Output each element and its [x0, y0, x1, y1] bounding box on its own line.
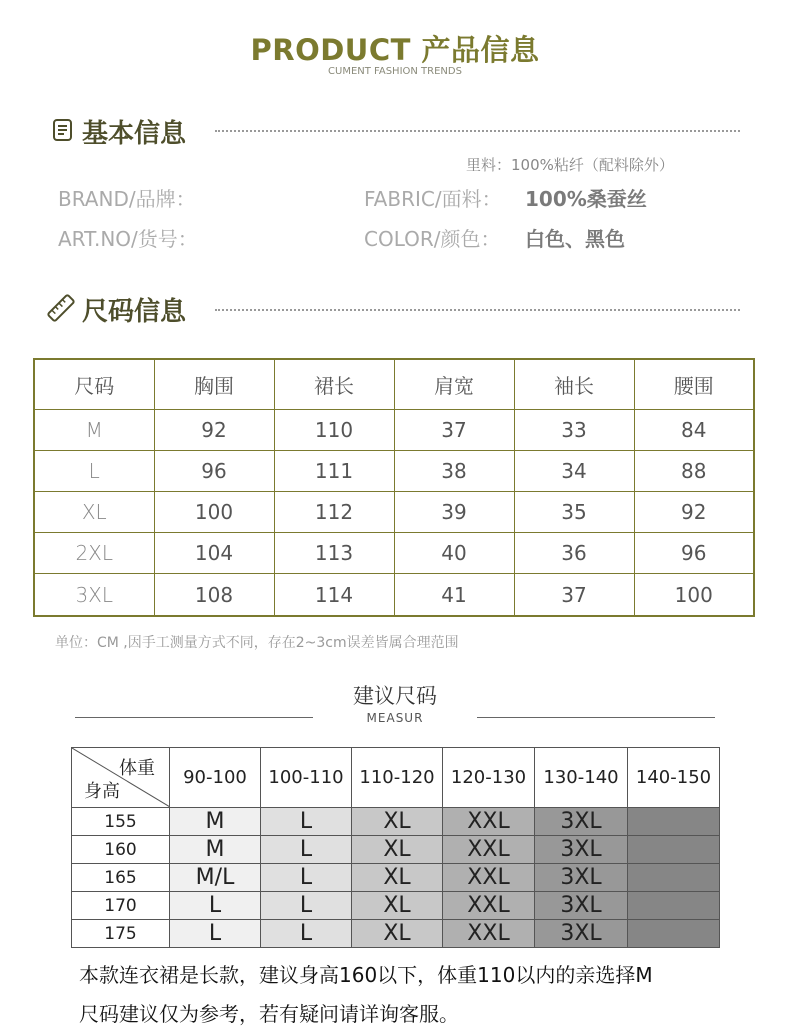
- table-cell: L: [261, 920, 352, 948]
- brand-label: BRAND/品牌：: [58, 187, 196, 211]
- table-header-cell: 袖长: [514, 359, 634, 409]
- table-cell: 40: [394, 533, 514, 574]
- table-cell: L: [261, 808, 352, 836]
- table-cell: 113: [274, 533, 394, 574]
- table-cell: 111: [274, 450, 394, 491]
- table-cell: XXL: [443, 808, 535, 836]
- table-cell: M: [34, 409, 154, 450]
- height-label: 身高: [84, 781, 120, 802]
- table-cell: 170: [72, 892, 170, 920]
- table-row: [72, 808, 720, 836]
- table-row: [72, 920, 720, 948]
- table-cell: L: [261, 836, 352, 864]
- table-header-cell: 裙长: [274, 359, 394, 409]
- table-cell: XXL: [443, 920, 535, 948]
- table-cell: XL: [352, 892, 443, 920]
- table-header-cell: 胸围: [154, 359, 274, 409]
- table-cell: 110: [274, 409, 394, 450]
- table-cell: 35: [514, 492, 634, 533]
- divider: [215, 309, 740, 311]
- table-cell: XL: [34, 492, 154, 533]
- table-cell: M/L: [170, 864, 261, 892]
- divider: [477, 717, 715, 718]
- table-cell: 108: [154, 574, 274, 616]
- table-cell: XXL: [443, 836, 535, 864]
- table-header-cell: 110-120: [352, 748, 443, 808]
- table-cell: XXL: [443, 864, 535, 892]
- recommend-footnote: 本款连衣裙是长款，建议身高160以下，体重110以内的亲选择M: [79, 963, 653, 987]
- table-cell: L: [261, 892, 352, 920]
- table-cell: XL: [352, 864, 443, 892]
- recommend-disclaimer: 尺码建议仅为参考，若有疑问请详询客服。: [79, 1002, 459, 1026]
- table-cell: 34: [514, 450, 634, 491]
- table-cell: 3XL: [535, 864, 628, 892]
- table-cell: 96: [634, 533, 754, 574]
- size-info-heading: 尺码信息: [82, 297, 187, 327]
- size-table: [33, 358, 755, 617]
- table-cell: XL: [352, 808, 443, 836]
- table-cell: 3XL: [535, 892, 628, 920]
- page-subtitle: CUMENT FASHION TRENDS: [328, 66, 462, 77]
- table-cell: [628, 864, 720, 892]
- recommend-table: [71, 747, 720, 948]
- table-row: [34, 574, 754, 616]
- table-row: [34, 533, 754, 574]
- table-cell: 33: [514, 409, 634, 450]
- table-row: [34, 409, 754, 450]
- basic-info-heading: 基本信息: [82, 119, 187, 149]
- lining-info: 里料：100%粘纤（配料除外）: [466, 156, 674, 174]
- table-cell: 175: [72, 920, 170, 948]
- table-header-cell: 90-100: [170, 748, 261, 808]
- artno-label: ART.NO/货号：: [58, 227, 198, 251]
- fabric-label: FABRIC/面料：: [364, 187, 502, 211]
- table-cell: 3XL: [535, 808, 628, 836]
- table-row: [34, 450, 754, 491]
- table-cell: M: [170, 836, 261, 864]
- table-cell: 104: [154, 533, 274, 574]
- table-cell: [628, 808, 720, 836]
- table-row: [72, 836, 720, 864]
- axis-corner-cell: [72, 748, 170, 808]
- table-cell: 41: [394, 574, 514, 616]
- table-cell: 155: [72, 808, 170, 836]
- table-cell: 2XL: [34, 533, 154, 574]
- table-cell: 36: [514, 533, 634, 574]
- table-header-cell: 肩宽: [394, 359, 514, 409]
- table-row: [72, 892, 720, 920]
- table-cell: XL: [352, 920, 443, 948]
- table-cell: [628, 892, 720, 920]
- table-cell: 3XL: [535, 920, 628, 948]
- table-cell: 3XL: [34, 574, 154, 616]
- table-cell: 92: [634, 492, 754, 533]
- size-note: 单位：CM ,因手工测量方式不同，存在2~3cm误差皆属合理范围: [55, 635, 459, 651]
- table-cell: 3XL: [535, 836, 628, 864]
- table-cell: L: [170, 892, 261, 920]
- table-cell: 84: [634, 409, 754, 450]
- divider: [75, 717, 313, 718]
- table-cell: 100: [154, 492, 274, 533]
- table-cell: 37: [514, 574, 634, 616]
- table-cell: 165: [72, 864, 170, 892]
- table-row: [34, 492, 754, 533]
- table-header-cell: 120-130: [443, 748, 535, 808]
- table-header-cell: 130-140: [535, 748, 628, 808]
- table-cell: 100: [634, 574, 754, 616]
- color-value: 白色、黑色: [525, 227, 625, 251]
- table-header-cell: 尺码: [34, 359, 154, 409]
- weight-label: 体重: [119, 758, 155, 779]
- table-cell: L: [34, 450, 154, 491]
- page-title: PRODUCT 产品信息: [250, 33, 540, 67]
- fabric-value: 100%桑蚕丝: [525, 187, 647, 211]
- table-header-row: [34, 359, 754, 409]
- table-cell: XXL: [443, 892, 535, 920]
- recommend-heading: 建议尺码: [353, 684, 437, 708]
- table-header-row: [72, 748, 720, 808]
- ruler-icon: [46, 293, 76, 323]
- recommend-subheading: MEASUR: [366, 711, 424, 725]
- table-cell: L: [170, 920, 261, 948]
- table-cell: 37: [394, 409, 514, 450]
- table-cell: 112: [274, 492, 394, 533]
- table-cell: [628, 920, 720, 948]
- table-cell: 88: [634, 450, 754, 491]
- table-cell: 96: [154, 450, 274, 491]
- table-cell: L: [261, 864, 352, 892]
- table-row: [72, 864, 720, 892]
- table-cell: 38: [394, 450, 514, 491]
- table-cell: [628, 836, 720, 864]
- table-cell: 114: [274, 574, 394, 616]
- table-header-cell: 140-150: [628, 748, 720, 808]
- table-header-cell: 腰围: [634, 359, 754, 409]
- document-icon: [52, 119, 74, 141]
- color-label: COLOR/颜色：: [364, 227, 501, 251]
- table-cell: 92: [154, 409, 274, 450]
- table-cell: M: [170, 808, 261, 836]
- table-cell: 160: [72, 836, 170, 864]
- table-cell: 39: [394, 492, 514, 533]
- divider: [215, 130, 740, 132]
- table-header-cell: 100-110: [261, 748, 352, 808]
- table-cell: XL: [352, 836, 443, 864]
